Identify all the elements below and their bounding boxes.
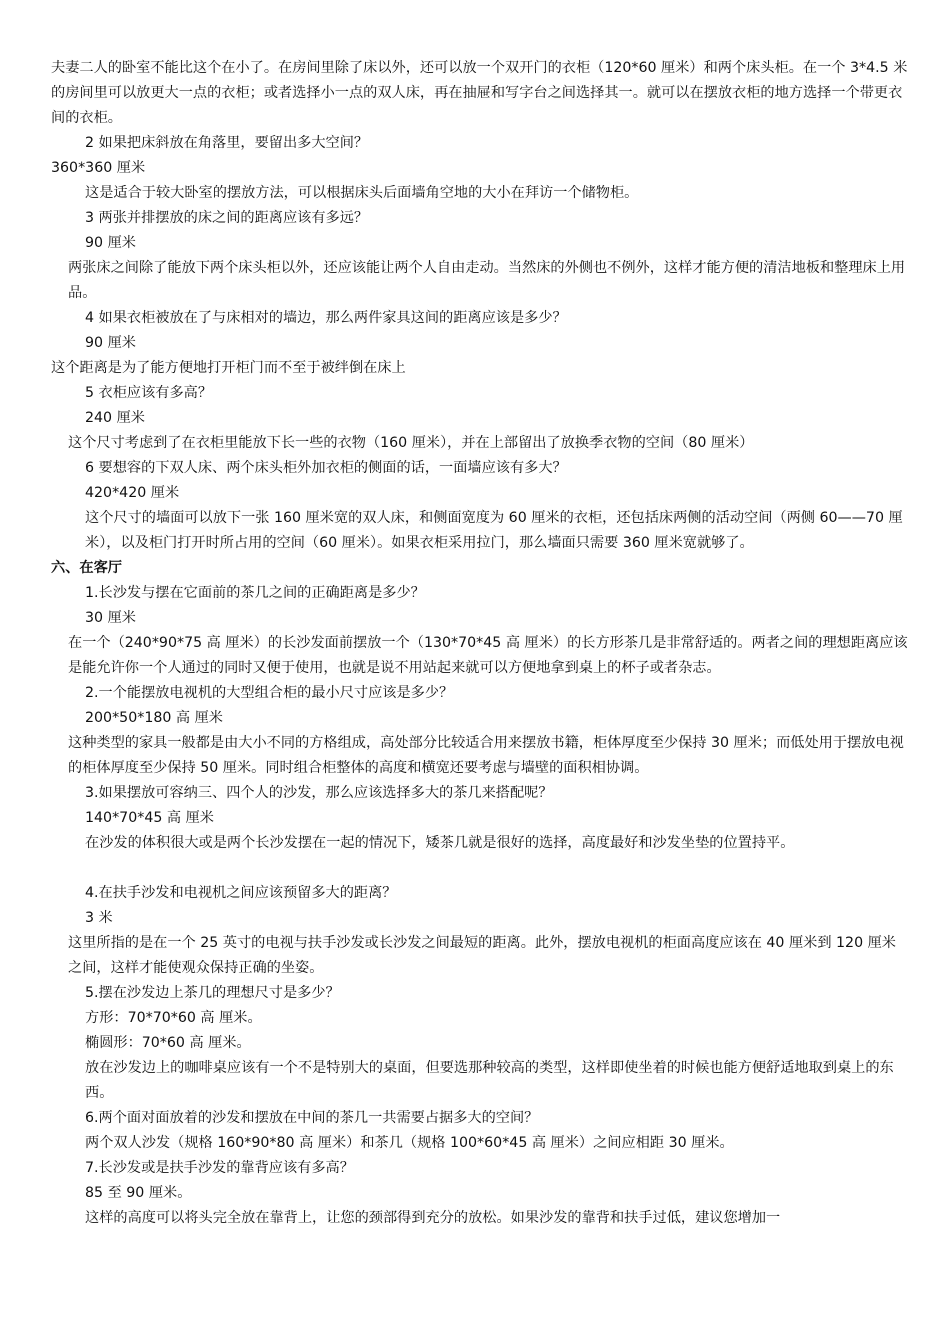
text-paragraph: 6 要想容的下双人床、两个床头柜外加衣柜的侧面的话，一面墙应该有多大？ — [85, 460, 567, 476]
text-paragraph: 30 厘米 — [85, 610, 136, 626]
text-paragraph: 90 厘米 — [85, 335, 136, 351]
text-paragraph: 3 米 — [85, 910, 113, 926]
text-paragraph: 2.一个能摆放电视机的大型组合柜的最小尺寸应该是多少？ — [85, 685, 454, 701]
text-paragraph: 这个尺寸的墙面可以放下一张 160 厘米宽的双人床，和侧面宽度为 60 厘米的衣柜，还包括床两侧的活动空间（两侧 60——70 厘米），以及柜门打开时所占用的空间（60 厘米）。如果衣柜采用拉门，那么墙面只需要 360 厘米宽就够了。 — [85, 510, 903, 551]
text-paragraph: 这样的高度可以将头完全放在靠背上，让您的颈部得到充分的放松。如果沙发的靠背和扶手过低，建议您增加一 — [85, 1210, 781, 1226]
section-heading: 六、在客厅 — [51, 560, 122, 576]
text-paragraph: 两张床之间除了能放下两个床头柜以外，还应该能让两个人自由走动。当然床的外侧也不例外，这样才能方便的清洁地板和整理床上用品。 — [68, 260, 906, 301]
text-paragraph: 这是适合于较大卧室的摆放方法，可以根据床头后面墙角空地的大小在拜访一个储物柜。 — [85, 185, 639, 201]
text-paragraph: 200*50*180 高 厘米 — [85, 710, 223, 726]
text-paragraph: 3.如果摆放可容纳三、四个人的沙发，那么应该选择多大的茶几来搭配呢？ — [85, 785, 553, 801]
text-paragraph: 90 厘米 — [85, 235, 136, 251]
text-paragraph: 这个距离是为了能方便地打开柜门而不至于被绊倒在床上 — [51, 360, 406, 376]
text-paragraph: 椭圆形：70*60 高 厘米。 — [85, 1035, 251, 1051]
text-paragraph: 5.摆在沙发边上茶几的理想尺寸是多少？ — [85, 985, 340, 1001]
text-paragraph: 420*420 厘米 — [85, 485, 180, 501]
text-paragraph: 6.两个面对面放着的沙发和摆放在中间的茶几一共需要占据多大的空间？ — [85, 1110, 539, 1126]
text-paragraph: 7.长沙发或是扶手沙发的靠背应该有多高？ — [85, 1160, 354, 1176]
text-paragraph: 在一个（240*90*75 高 厘米）的长沙发面前摆放一个（130*70*45 高 厘米）的长方形茶几是非常舒适的。两者之间的理想距离应该是能允许你一个人通过的同时又便于使用，也就是说不用站起来就可以方便地拿到桌上的杯子或者杂志。 — [68, 635, 908, 676]
text-paragraph: 夫妻二人的卧室不能比这个在小了。在房间里除了床以外，还可以放一个双开门的衣柜（120*60 厘米）和两个床头柜。在一个 3*4.5 米的房间里可以放更大一点的衣柜；或者选择小一点的双人床，再在抽屉和写字台之间选择其一。就可以在摆放衣柜的地方选择一个带更衣间的衣柜。 — [51, 60, 908, 126]
text-paragraph: 方形：70*70*60 高 厘米。 — [85, 1010, 262, 1026]
text-paragraph: 240 厘米 — [85, 410, 145, 426]
text-paragraph: 这里所指的是在一个 25 英寸的电视与扶手沙发或长沙发之间最短的距离。此外，摆放电视机的柜面高度应该在 40 厘米到 120 厘米之间，这样才能使观众保持正确的坐姿。 — [68, 935, 896, 976]
text-paragraph: 4.在扶手沙发和电视机之间应该预留多大的距离？ — [85, 885, 397, 901]
text-paragraph: 2 如果把床斜放在角落里，要留出多大空间？ — [85, 135, 369, 151]
text-paragraph: 5 衣柜应该有多高？ — [85, 385, 213, 401]
text-paragraph: 4 如果衣柜被放在了与床相对的墙边，那么两件家具这间的距离应该是多少？ — [85, 310, 567, 326]
text-paragraph: 1.长沙发与摆在它面前的茶几之间的正确距离是多少？ — [85, 585, 425, 601]
text-paragraph: 放在沙发边上的咖啡桌应该有一个不是特别大的桌面，但要选那种较高的类型，这样即使坐着的时候也能方便舒适地取到桌上的东西。 — [85, 1060, 894, 1101]
text-paragraph: 在沙发的体积很大或是两个长沙发摆在一起的情况下，矮茶几就是很好的选择，高度最好和沙发坐垫的位置持平。 — [85, 835, 795, 851]
text-paragraph: 140*70*45 高 厘米 — [85, 810, 214, 826]
text-paragraph: 这种类型的家具一般都是由大小不同的方格组成，高处部分比较适合用来摆放书籍，柜体厚度至少保持 30 厘米；而低处用于摆放电视的柜体厚度至少保持 50 厘米。同时组合柜整体的高度和横宽还要考虑与墙壁的面积相协调。 — [68, 735, 904, 776]
text-paragraph: 3 两张并排摆放的床之间的距离应该有多远？ — [85, 210, 369, 226]
text-paragraph: 这个尺寸考虑到了在衣柜里能放下长一些的衣物（160 厘米），并在上部留出了放换季衣物的空间（80 厘米） — [68, 435, 754, 451]
text-paragraph — [51, 856, 908, 881]
text-paragraph: 360*360 厘米 — [51, 160, 146, 176]
text-paragraph: 两个双人沙发（规格 160*90*80 高 厘米）和茶几（规格 100*60*45 高 厘米）之间应相距 30 厘米。 — [85, 1135, 734, 1151]
text-paragraph: 85 至 90 厘米。 — [85, 1185, 192, 1201]
